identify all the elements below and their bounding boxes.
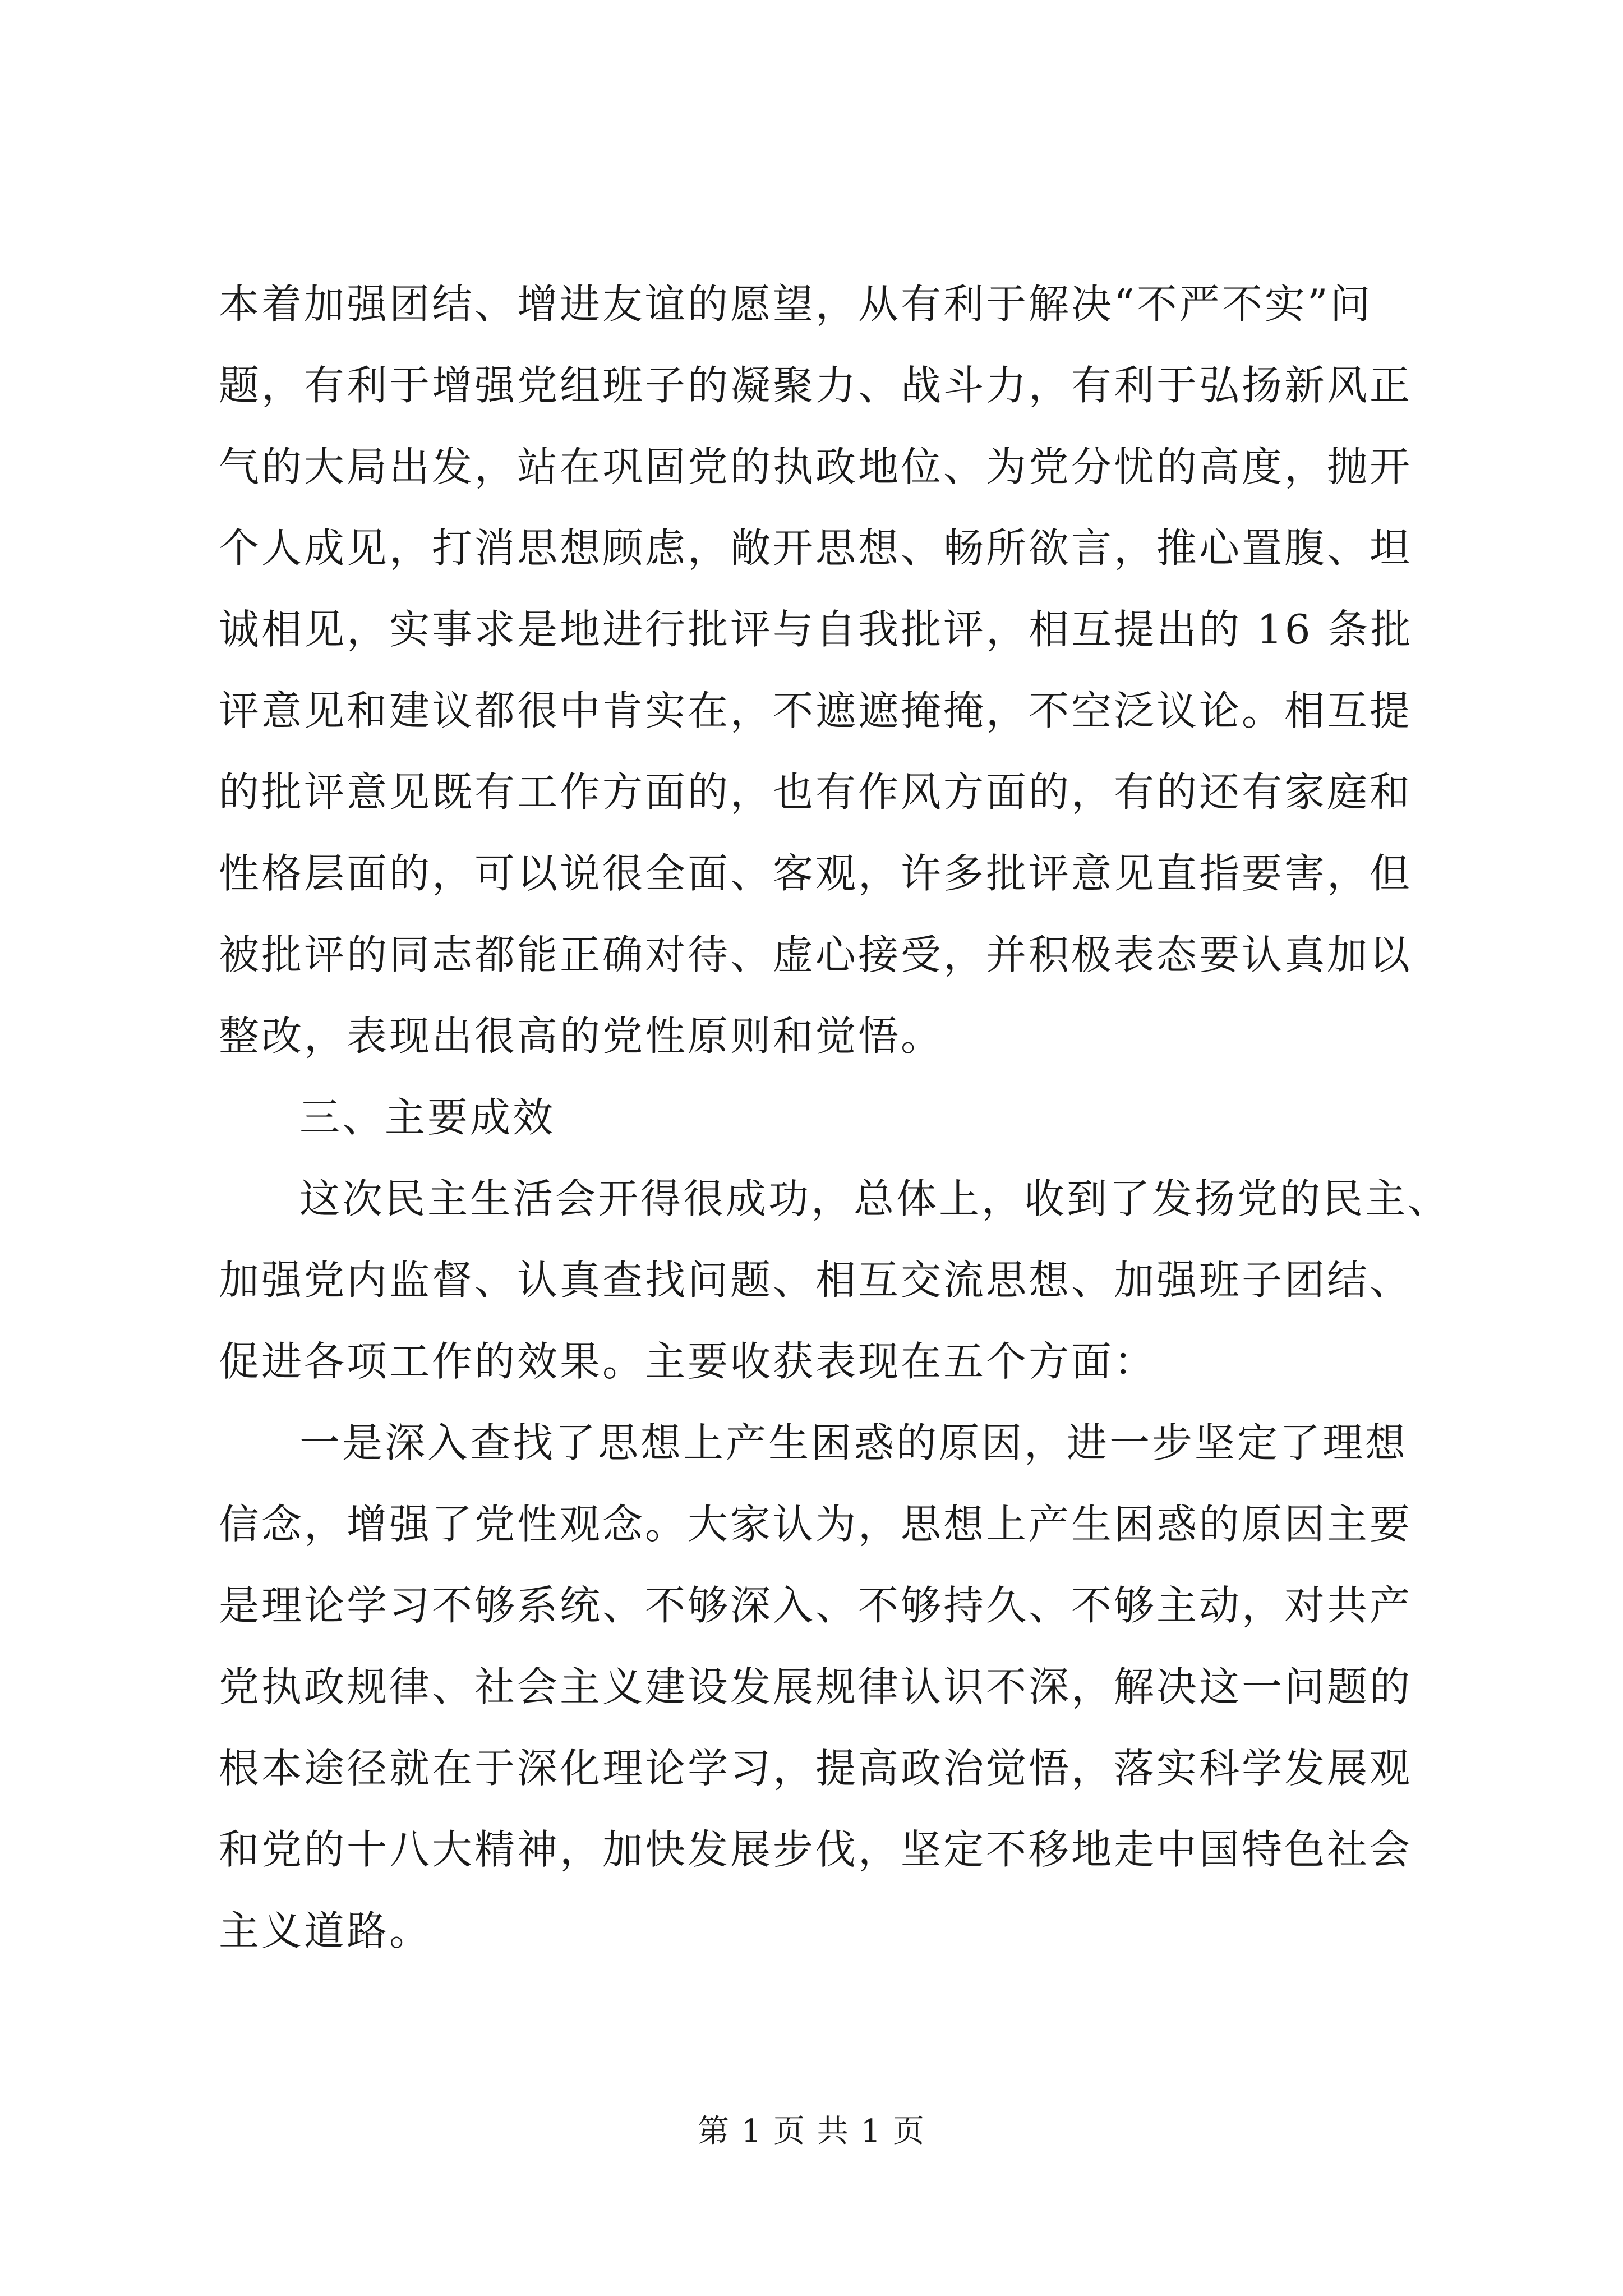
section-heading: 三、主要成效 bbox=[299, 1094, 556, 1141]
text-line: 是理论学习不够系统、不够深入、不够持久、不够主动，对共产 bbox=[219, 1582, 1413, 1629]
text-line: 题，有利于增强党组班子的凝聚力、战斗力，有利于弘扬新风正 bbox=[219, 362, 1413, 409]
text-line: 党执政规律、社会主义建设发展规律认识不深，解决这一问题的 bbox=[219, 1663, 1413, 1710]
text-line: 被批评的同志都能正确对待、虚心接受，并积极表态要认真加以 bbox=[219, 931, 1413, 978]
page-number-footer: 第 1 页 共 1 页 bbox=[697, 2113, 926, 2150]
text-line: 性格层面的，可以说很全面、客观，许多批评意见直指要害，但 bbox=[219, 850, 1413, 897]
text-line: 根本途径就在于深化理论学习，提高政治觉悟，落实科学发展观 bbox=[219, 1745, 1413, 1792]
text-line: 主义道路。 bbox=[219, 1907, 432, 1954]
text-line: 这次民主生活会开得很成功，总体上，收到了发扬党的民主、 bbox=[299, 1175, 1451, 1222]
text-line: 整改，表现出很高的党性原则和觉悟。 bbox=[219, 1013, 944, 1060]
text-line: 的批评意见既有工作方面的，也有作风方面的，有的还有家庭和 bbox=[219, 769, 1413, 816]
text-line: 诚相见，实事求是地进行批评与自我批评，相互提出的 16 条批 bbox=[219, 606, 1413, 653]
document-body bbox=[219, 264, 1451, 1972]
text-line: 气的大局出发，站在巩固党的执政地位、为党分忧的高度，抛开 bbox=[219, 443, 1413, 490]
text-line: 个人成见，打消思想顾虑，敞开思想、畅所欲言，推心置腹、坦 bbox=[219, 524, 1413, 572]
text-line: 和党的十八大精神，加快发展步伐，坚定不移地走中国特色社会 bbox=[219, 1826, 1413, 1873]
text-line: 本着加强团结、增进友谊的愿望，从有利于解决“不严不实”问 bbox=[219, 280, 1373, 328]
text-line: 加强党内监督、认真查找问题、相互交流思想、加强班子团结、 bbox=[219, 1257, 1413, 1304]
text-line: 促进各项工作的效果。主要收获表现在五个方面： bbox=[219, 1338, 1157, 1385]
text-line: 评意见和建议都很中肯实在，不遮遮掩掩，不空泛议论。相互提 bbox=[219, 687, 1413, 734]
text-line: 一是深入查找了思想上产生困惑的原因，进一步坚定了理想 bbox=[299, 1419, 1408, 1466]
text-line: 信念，增强了党性观念。大家认为，思想上产生困惑的原因主要 bbox=[219, 1501, 1413, 1548]
